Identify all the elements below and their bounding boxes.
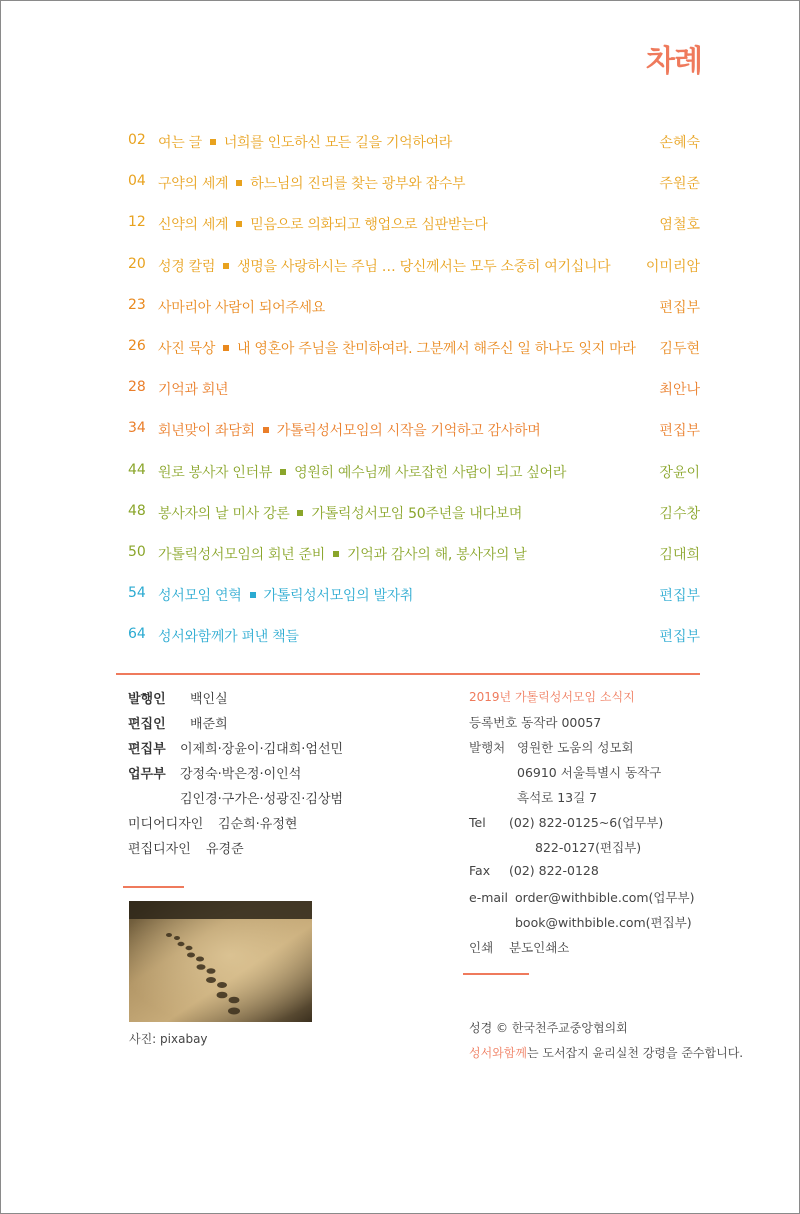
toc-entry bbox=[158, 256, 610, 276]
toc-page-number: 26 bbox=[128, 338, 146, 354]
bible-copyright: 성경 © 한국천주교중앙협의회 bbox=[469, 1021, 628, 1035]
toc-row bbox=[128, 256, 700, 280]
separator-square-icon bbox=[236, 221, 242, 227]
toc-section-label: 봉사자의 날 미사 강론 bbox=[158, 505, 290, 522]
separator-square-icon bbox=[223, 345, 229, 351]
credit-value: 김순희·유정현 bbox=[218, 817, 298, 832]
toc-entry bbox=[158, 132, 452, 152]
toc-title: 가톨릭성서모임의 발자취 bbox=[263, 588, 414, 605]
footprints-photo bbox=[129, 901, 312, 1022]
toc-author: 이미리암 bbox=[645, 258, 700, 275]
credit-label: 발행인 bbox=[128, 692, 166, 707]
fax-value: (02) 822-0128 bbox=[509, 863, 599, 878]
toc-title: 기억과 회년 bbox=[158, 382, 229, 399]
credit-row bbox=[128, 738, 343, 758]
toc-author: 최안나 bbox=[659, 382, 700, 399]
credit-row bbox=[128, 763, 301, 783]
toc-author: 편집부 bbox=[659, 423, 700, 440]
toc-section-label: 여는 글 bbox=[158, 135, 202, 151]
toc-title: 성서와함께가 펴낸 책들 bbox=[158, 629, 299, 646]
toc-section-label: 신약의 세계 bbox=[158, 217, 229, 234]
toc-page-number: 23 bbox=[128, 296, 146, 313]
email-value-2: book@withbible.com(편집부) bbox=[515, 915, 692, 930]
credit-row bbox=[128, 838, 244, 858]
separator-square-icon bbox=[280, 469, 286, 475]
toc-entry bbox=[158, 462, 566, 482]
credit-value: 배준희 bbox=[190, 717, 228, 732]
fax-row bbox=[469, 863, 599, 883]
credit-row bbox=[128, 713, 228, 733]
fax-label: Fax bbox=[469, 863, 491, 878]
toc-row bbox=[128, 503, 700, 527]
print-row bbox=[469, 938, 569, 958]
toc-row bbox=[128, 338, 700, 362]
toc-title: 영원히 예수님께 사로잡힌 사람이 되고 싶어라 bbox=[294, 464, 567, 481]
photo-caption: 사진: pixabay bbox=[129, 1032, 208, 1046]
toc-page-number: 12 bbox=[128, 214, 146, 231]
printer-name: 분도인쇄소 bbox=[509, 940, 570, 955]
toc-section-label: 성경 칼럼 bbox=[158, 258, 216, 275]
publication-heading: 2019년 가톨릭성서모임 소식지 bbox=[469, 690, 635, 704]
separator-square-icon bbox=[223, 263, 229, 269]
toc-title: 기억과 감사의 해, 봉사자의 날 bbox=[347, 547, 527, 563]
photo-accent-line bbox=[123, 886, 184, 888]
toc-section-label: 성서모임 연혁 bbox=[158, 588, 242, 605]
credit-value: 유경준 bbox=[206, 842, 244, 857]
toc-author: 손혜숙 bbox=[659, 135, 700, 151]
toc-page-number: 64 bbox=[128, 626, 146, 643]
credit-label: 편집디자인 bbox=[128, 842, 191, 857]
toc-entry bbox=[158, 626, 299, 646]
toc-entry bbox=[158, 173, 465, 193]
toc-title: 믿음으로 의화되고 행업으로 심판받는다 bbox=[250, 217, 488, 234]
separator-square-icon bbox=[333, 551, 339, 557]
toc-row bbox=[128, 214, 700, 238]
toc-title: 하느님의 진리를 찾는 광부와 잠수부 bbox=[250, 176, 466, 193]
toc-title: 너희를 인도하신 모든 길을 기억하여라 bbox=[223, 135, 453, 151]
separator-square-icon bbox=[236, 180, 242, 186]
toc-title: 생명을 사랑하시는 주님 … 당신께서는 모두 소중히 여기십니다 bbox=[237, 258, 611, 275]
credit-value: 이제희·장윤이·김대희·엄선민 bbox=[180, 742, 344, 757]
toc-author: 편집부 bbox=[659, 299, 700, 316]
toc-author: 장윤이 bbox=[659, 464, 700, 481]
tel-label: Tel bbox=[469, 815, 486, 830]
toc-section-label: 원로 봉사자 인터뷰 bbox=[158, 464, 273, 481]
toc-page-number: 34 bbox=[128, 420, 146, 437]
toc-entry bbox=[158, 297, 325, 317]
separator-square-icon bbox=[297, 510, 303, 516]
toc-page-number: 04 bbox=[128, 173, 146, 190]
credit-label: 편집부 bbox=[128, 742, 166, 757]
publisher-row bbox=[469, 738, 634, 758]
separator-square-icon bbox=[263, 427, 269, 433]
ethics-text: 는 도서잡지 윤리실천 강령을 준수합니다. bbox=[526, 1046, 744, 1060]
registration-number: 등록번호 동작라 00057 bbox=[469, 715, 602, 730]
credit-value: 백인실 bbox=[190, 692, 228, 707]
notes-accent-line bbox=[463, 973, 529, 975]
email-label: e-mail bbox=[469, 890, 508, 905]
publisher-name: 영원한 도움의 성모회 bbox=[517, 740, 634, 755]
credit-value: 김인경·구가은·성광진·김상범 bbox=[180, 792, 344, 807]
toc-row bbox=[128, 297, 700, 321]
credit-value: 강정숙·박은정·이인석 bbox=[180, 767, 302, 782]
toc-entry bbox=[158, 338, 636, 358]
credit-label: 업무부 bbox=[128, 767, 166, 782]
toc-author: 김대희 bbox=[659, 547, 700, 563]
toc-entry bbox=[158, 214, 488, 234]
toc-title: 가톨릭성서모임 50주년을 내다보며 bbox=[311, 505, 523, 522]
toc-row bbox=[128, 420, 700, 444]
credit-row bbox=[128, 788, 343, 808]
toc-entry bbox=[158, 585, 413, 605]
toc-row bbox=[128, 462, 700, 486]
toc-author: 편집부 bbox=[659, 588, 700, 605]
address-line-2: 흑석로 13길 7 bbox=[517, 790, 598, 805]
toc-entry bbox=[158, 503, 522, 523]
credit-row bbox=[128, 688, 228, 708]
toc-author: 김수창 bbox=[659, 505, 700, 522]
toc-section-label: 구약의 세계 bbox=[158, 176, 229, 193]
toc-section-label: 사진 묵상 bbox=[158, 341, 216, 357]
toc-author: 편집부 bbox=[659, 629, 700, 646]
toc-author: 주원준 bbox=[659, 176, 700, 193]
address-line-1: 06910 서울특별시 동작구 bbox=[517, 765, 662, 780]
page-logo: 차례 bbox=[646, 44, 702, 79]
section-divider bbox=[116, 673, 700, 675]
toc-entry bbox=[158, 379, 228, 399]
toc-page-number: 20 bbox=[128, 255, 146, 272]
credit-row bbox=[128, 813, 297, 833]
tel-value: (02) 822-0125~6(업무부) bbox=[509, 815, 664, 830]
toc-page-number: 44 bbox=[128, 461, 146, 478]
toc-row bbox=[128, 379, 700, 403]
toc-section-label: 회년맞이 좌담회 bbox=[158, 423, 255, 440]
toc-title: 내 영혼아 주님을 찬미하여라. 그분께서 해주신 일 하나도 잊지 마라 bbox=[237, 341, 636, 357]
toc-page-number: 50 bbox=[128, 544, 146, 560]
toc-page-number: 02 bbox=[128, 132, 146, 148]
toc-entry bbox=[158, 544, 526, 564]
email-row bbox=[469, 888, 695, 908]
separator-square-icon bbox=[250, 592, 256, 598]
toc-page-number: 54 bbox=[128, 585, 146, 602]
footprints-image bbox=[129, 901, 312, 1022]
print-label: 인쇄 bbox=[469, 940, 494, 955]
tel-value-2: 822-0127(편집부) bbox=[535, 840, 642, 855]
toc-page-number: 48 bbox=[128, 502, 146, 519]
publisher-label: 발행처 bbox=[469, 740, 506, 755]
toc-author: 김두현 bbox=[659, 341, 700, 357]
toc-section-label: 가톨릭성서모임의 회년 준비 bbox=[158, 547, 325, 563]
toc-entry bbox=[158, 420, 540, 440]
email-value: order@withbible.com(업무부) bbox=[515, 890, 695, 905]
toc-row bbox=[128, 626, 700, 650]
toc-page-number: 28 bbox=[128, 379, 146, 396]
toc-row bbox=[128, 585, 700, 609]
toc-title: 사마리아 사람이 되어주세요 bbox=[158, 299, 325, 316]
toc-author: 염철호 bbox=[659, 217, 700, 234]
ethics-statement bbox=[469, 1044, 743, 1061]
ethics-brand: 성서와함께 bbox=[469, 1046, 527, 1060]
toc-title: 가톨릭성서모임의 시작을 기억하고 감사하며 bbox=[276, 423, 541, 440]
toc-row bbox=[128, 132, 700, 156]
separator-square-icon bbox=[210, 139, 216, 145]
tel-row bbox=[469, 813, 663, 833]
toc-row bbox=[128, 544, 700, 568]
credit-label: 편집인 bbox=[128, 717, 166, 732]
toc-row bbox=[128, 173, 700, 197]
credit-label: 미디어디자인 bbox=[128, 817, 204, 832]
